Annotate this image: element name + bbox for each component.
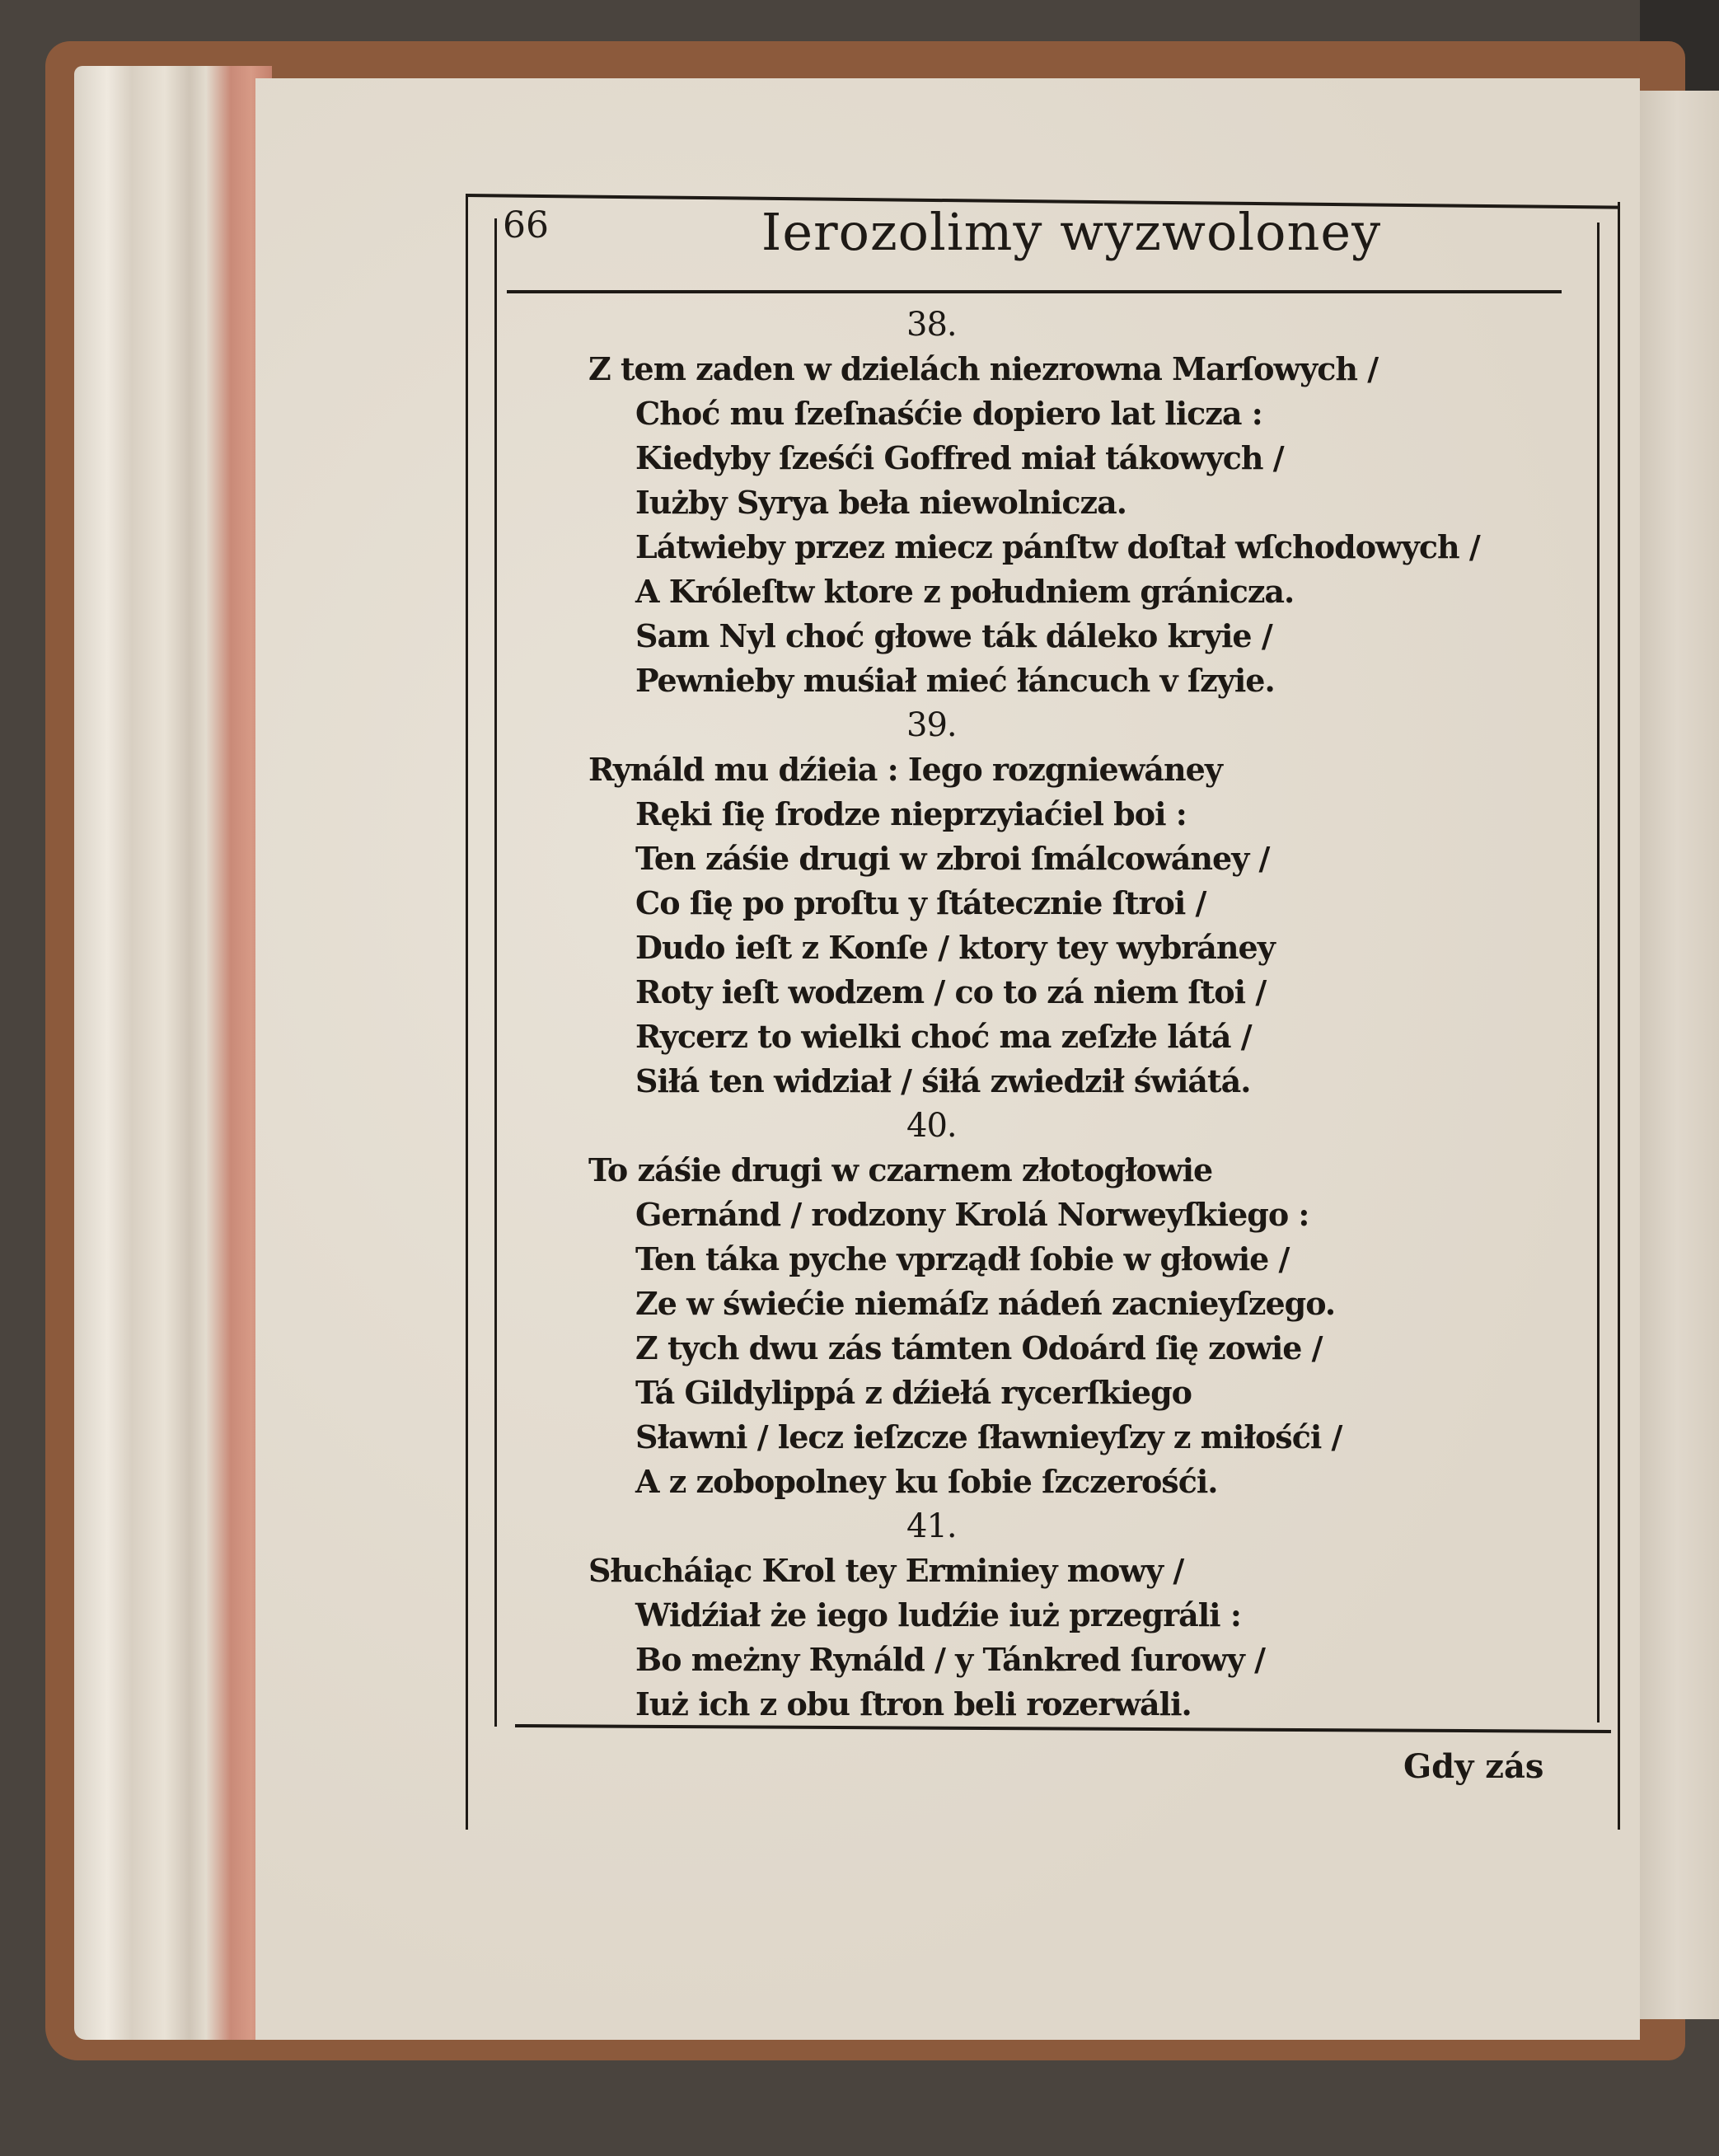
verse-line: Choć mu ſzeſnaśćie dopiero lat licza : <box>635 395 1262 432</box>
verse-line: Iuż ich z obu ſtron beli rozerwáli. <box>635 1685 1192 1722</box>
verse-line: Pewnieby muśiał mieć łáncuch v ſzyie. <box>635 662 1275 699</box>
stanza-number: 40. <box>906 1107 957 1145</box>
verse-line: To záśie drugi w czarnem złotogłowie <box>588 1151 1213 1188</box>
verse-line: Siłá ten widział / śiłá zwiedził świátá. <box>635 1062 1251 1099</box>
page-edges <box>74 66 272 2040</box>
verse-line: A z zobopolney ku ſobie ſzczerośći. <box>635 1463 1218 1500</box>
header-rule <box>507 290 1562 293</box>
stanza-number: 41. <box>906 1507 957 1545</box>
catchword: Gdy zás <box>1403 1747 1544 1786</box>
running-title: Ierozolimy wyzwoloney <box>761 202 1382 262</box>
verse-line: Roty ieſt wodzem / co to zá niem ſtoi / <box>635 973 1267 1010</box>
verse-line: Dudo ieſt z Konſe / ktory tey wybráney <box>635 929 1275 966</box>
verse-line: Tá Gildylippá z dźiełá rycerſkiego <box>635 1374 1192 1411</box>
facing-page-edge <box>1628 91 1719 2019</box>
verse-line: Sam Nyl choć głowe ták dáleko kryie / <box>635 617 1272 654</box>
verse-line: Ręki ſię ſrodze nieprzyiaćiel boi : <box>635 795 1187 832</box>
frame-right-outer <box>1618 202 1620 1830</box>
verse-line: Sławni / lecz ieſzcze ſławnieyſzy z miłośći / <box>635 1418 1342 1455</box>
frame-left-inner <box>494 218 497 1727</box>
stanza-number: 38. <box>906 306 957 344</box>
verse-line: Słucháiąc Krol tey Erminiey mowy / <box>588 1552 1184 1589</box>
verse-line: Iużby Syrya beła niewolnicza. <box>635 484 1126 521</box>
frame-left-outer <box>466 194 468 1830</box>
verse-line: Z tych dwu zás támten Odoárd ſię zowie / <box>635 1329 1323 1366</box>
stanza-number: 39. <box>906 706 957 744</box>
verse-line: Bo meżny Rynáld / y Tánkred ſurowy / <box>635 1641 1265 1678</box>
verse-line: Rycerz to wielki choć ma zeſzłe látá / <box>635 1018 1252 1055</box>
verse-line: Kiedyby ſześći Goffred miał tákowych / <box>635 439 1284 476</box>
verse-line: Gernánd / rodzony Krolá Norweyſkiego : <box>635 1196 1309 1233</box>
verse-line: Látwieby przez miecz pánſtw doſtał wſchodowych / <box>635 528 1480 565</box>
verse-line: Ten záśie drugi w zbroi ſmálcowáney / <box>635 840 1270 877</box>
verse-line: Ze w świećie niemáſz nádeń zacnieyſzego. <box>635 1285 1336 1322</box>
verse-line: A Króleſtw ktore z południem gránicza. <box>635 573 1295 610</box>
verse-line: Widźiał że iego ludźie iuż przegráli : <box>635 1596 1241 1633</box>
page-number: 66 <box>503 204 549 246</box>
frame-right-inner <box>1597 223 1600 1722</box>
verse-line: Ten táka pyche vprządł ſobie w głowie / <box>635 1240 1290 1277</box>
verse-line: Z tem zaden w dzielách niezrowna Marſowych / <box>588 350 1379 387</box>
verse-line: Co ſię po proſtu y ſtátecznie ſtroi / <box>635 884 1206 921</box>
verse-line: Rynáld mu dźieia : Iego rozgniewáney <box>588 751 1222 788</box>
poem-text <box>577 302 1582 1727</box>
